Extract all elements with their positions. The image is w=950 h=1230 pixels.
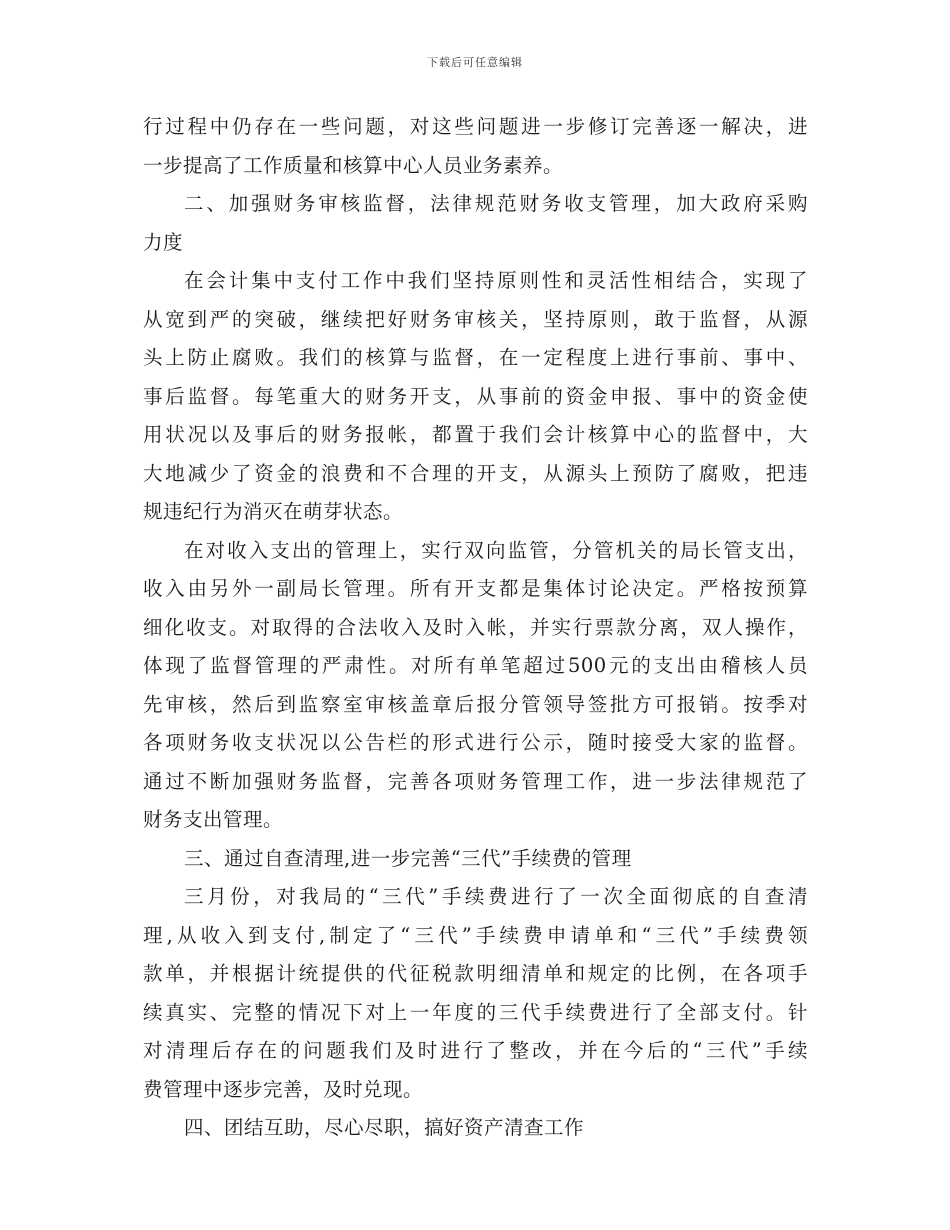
text-line: 三、通过自查清理,进一步完善“三代”手续费的管理 xyxy=(184,846,632,870)
text-line: 三月份，对我局的“三代”手续费进行了一次全面彻底的自查清 xyxy=(184,885,808,908)
text-line: 费管理中逐步完善，及时兑现。 xyxy=(143,1077,424,1101)
text-line: 头上防止腐败。我们的核算与监督，在一定程度上进行事前、事中、 xyxy=(143,346,808,369)
document-body xyxy=(143,108,808,1148)
text-line: 理,从收入到支付,制定了“三代”手续费申请单和“三代”手续费领 xyxy=(143,923,808,947)
text-line: 续真实、完整的情况下对上一年度的三代手续费进行了全部支付。针 xyxy=(143,1000,808,1024)
text-line: 用状况以及事后的财务报帐，都置于我们会计核算中心的监督中，大 xyxy=(143,423,808,446)
text-line: 在会计集中支付工作中我们坚持原则性和灵活性相结合，实现了 xyxy=(184,269,808,292)
text-line: 款单，并根据计统提供的代征税款明细清单和规定的比例，在各项手 xyxy=(143,962,808,985)
text-line: 一步提高了工作质量和核算中心人员业务素养。 xyxy=(143,153,564,177)
text-line: 先审核，然后到监察室审核盖章后报分管领导签批方可报销。按季对 xyxy=(143,692,808,716)
text-line: 从宽到严的突破，继续把好财务审核关，坚持原则，敢于监督，从源 xyxy=(143,307,808,331)
page-header: 下载后可任意编辑 xyxy=(427,56,523,69)
text-line: 对清理后存在的问题我们及时进行了整改，并在今后的“三代”手续 xyxy=(143,1039,808,1062)
text-line: 细化收支。对取得的合法收入及时入帐，并实行票款分离，双人操作， xyxy=(143,615,808,639)
text-line: 在对收入支出的管理上，实行双向监管，分管机关的局长管支出， xyxy=(184,538,808,562)
text-line: 四、团结互助，尽心尽职，搞好资产清查工作 xyxy=(184,1116,585,1139)
text-line: 二、加强财务审核监督，法律规范财务收支管理，加大政府采购 xyxy=(184,192,808,215)
text-line: 行过程中仍存在一些问题，对这些问题进一步修订完善逐一解决，进 xyxy=(143,115,808,138)
text-line: 各项财务收支状况以公告栏的形式进行公示，随时接受大家的监督。 xyxy=(143,731,808,754)
text-line: 收入由另外一副局长管理。所有开支都是集体讨论决定。严格按预算 xyxy=(143,577,808,600)
text-line: 力度 xyxy=(143,230,184,254)
text-line: 体现了监督管理的严肃性。对所有单笔超过500元的支出由稽核人员 xyxy=(143,654,808,677)
text-line: 事后监督。每笔重大的财务开支，从事前的资金申报、事中的资金使 xyxy=(143,384,808,408)
text-line: 通过不断加强财务监督，完善各项财务管理工作，进一步法律规范了 xyxy=(143,769,808,793)
text-line: 财务支出管理。 xyxy=(143,808,284,831)
text-line: 规违纪行为消灭在萌芽状态。 xyxy=(143,500,404,523)
text-line: 大地减少了资金的浪费和不合理的开支，从源头上预防了腐败，把违 xyxy=(143,461,808,485)
